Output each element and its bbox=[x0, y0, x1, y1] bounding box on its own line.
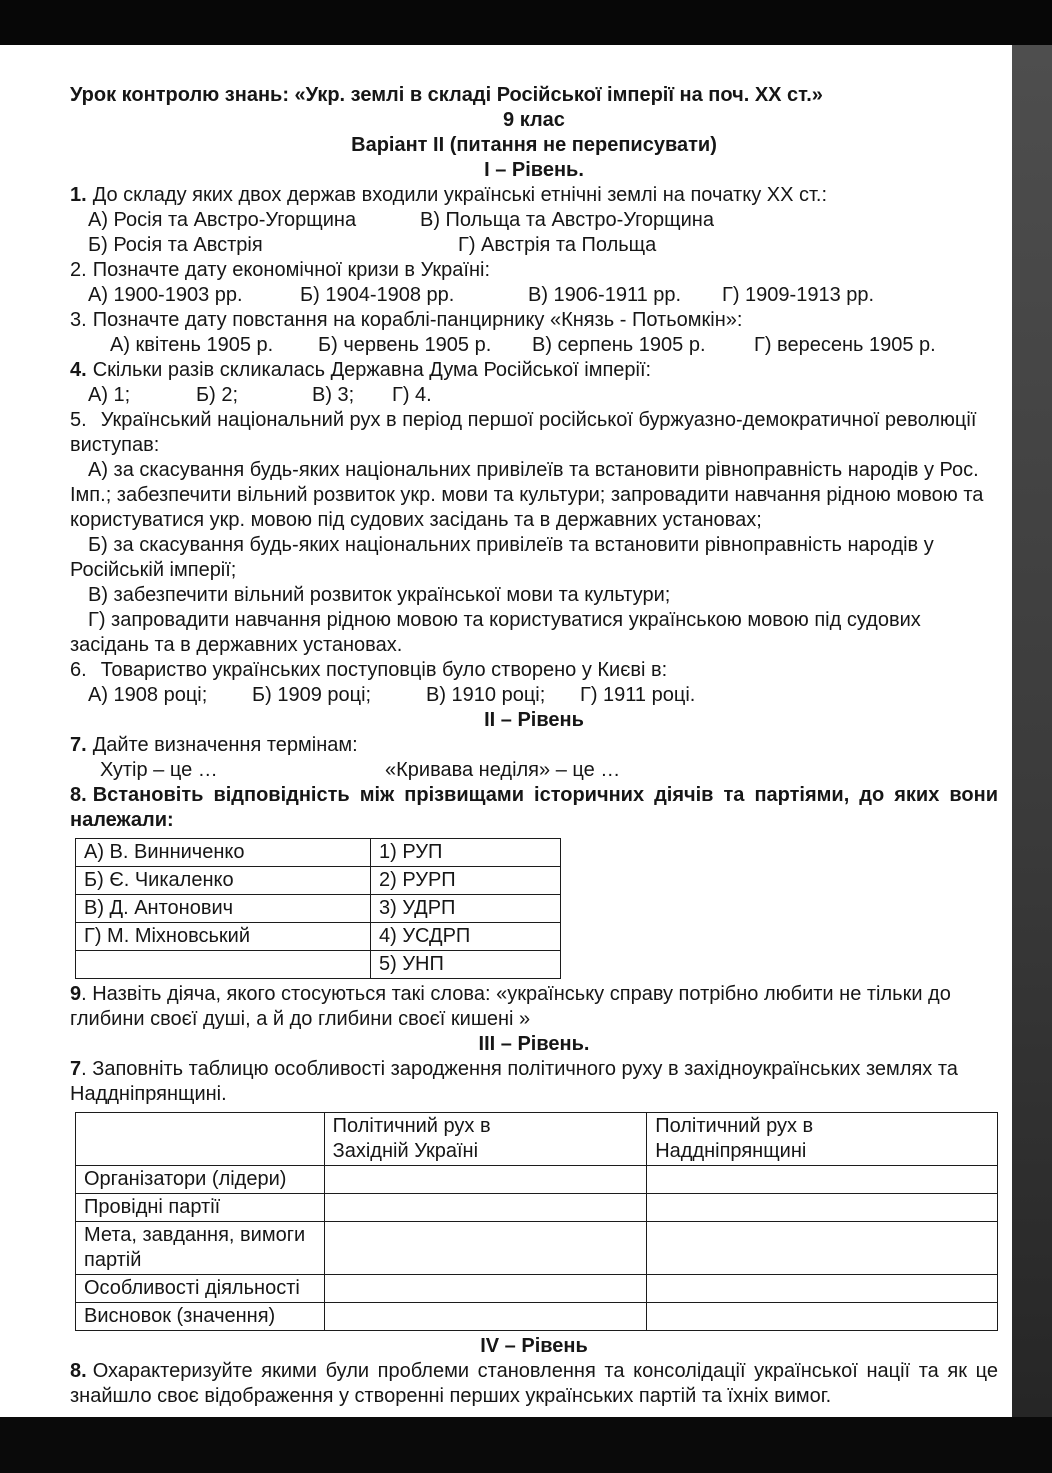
match-person-cell: В) Д. Антонович bbox=[76, 895, 371, 923]
grid-row-label: Особливості діяльності bbox=[76, 1275, 325, 1303]
grid-row-label: Організатори (лідери) bbox=[76, 1166, 325, 1194]
question-6-text: Товариство українських поступовців було створено у Києві в: bbox=[100, 659, 668, 681]
match-party-cell: 5) УНП bbox=[371, 951, 561, 979]
match-row bbox=[76, 951, 561, 979]
question-9 bbox=[70, 982, 998, 1032]
doc-variant: Варіант II (питання не переписувати) bbox=[351, 134, 717, 156]
grid-header-dnipro bbox=[647, 1113, 998, 1166]
question-9-number: 9 bbox=[70, 983, 82, 1005]
q5-option-v: В) забезпечити вільний розвиток української мови та культури; bbox=[88, 584, 671, 606]
question-7-level3 bbox=[70, 1057, 998, 1107]
question-7-number: 7. bbox=[70, 734, 87, 756]
political-movement-table bbox=[75, 1112, 998, 1331]
question-6-number: 6. bbox=[70, 659, 87, 681]
question-1-options-row-1 bbox=[70, 208, 998, 233]
scan-bottom-border bbox=[0, 1417, 1052, 1473]
q5-option-b: Б) за скасування будь-яких національних привілеїв та встановити рівноправність народів у Російській імперії; bbox=[70, 534, 934, 581]
level-4-heading: IV – Рівень bbox=[480, 1335, 588, 1357]
question-6 bbox=[70, 658, 998, 683]
question-8-level4-number: 8. bbox=[70, 1360, 87, 1382]
question-6-options bbox=[70, 683, 998, 708]
question-9-text: . Назвіть діяча, якого стосуються такі слова: «українську справу потрібно любити не тільки до глибини своєї душі, а й до глибини своєї кишені » bbox=[70, 983, 951, 1030]
scan-top-border bbox=[0, 0, 1052, 45]
match-table bbox=[75, 838, 561, 979]
question-5 bbox=[70, 408, 998, 458]
term-bloody-sunday: «Кривава неділя» – це … bbox=[385, 759, 621, 781]
q6-option-g: Г) 1911 році. bbox=[580, 684, 696, 706]
q2-option-v: В) 1906-1911 рр. bbox=[528, 284, 682, 306]
question-2-options bbox=[70, 283, 998, 308]
question-4-text: Скільки разів скликалась Державна Дума Російської імперії: bbox=[92, 359, 652, 381]
level-3-heading: III – Рівень. bbox=[478, 1033, 590, 1055]
question-2-number: 2. bbox=[70, 259, 87, 281]
question-7-level3-text: . Заповніть таблицю особливості зародження політичного руху в західноукраїнських землях та Наддніпрянщині. bbox=[70, 1058, 958, 1105]
grid-row bbox=[76, 1222, 998, 1275]
question-8-number: 8. bbox=[70, 784, 87, 806]
q6-option-a: А) 1908 році; bbox=[88, 684, 208, 706]
q5-option-a: А) за скасування будь-яких національних привілеїв та встановити рівноправність народів у Рос. Імп.; забезпечити вільний розвиток укр. мови та культури; запровадити навчання рідною мовою та користуватися укр. мовою під судових засідань та в державних установах; bbox=[70, 459, 984, 531]
grid-header-row bbox=[76, 1113, 998, 1166]
question-5-text: Український національний рух в період першої російської буржуазно-демократичної революції виступав: bbox=[70, 409, 977, 456]
question-5-number: 5. bbox=[70, 409, 87, 431]
match-row bbox=[76, 895, 561, 923]
question-7-level3-number: 7 bbox=[70, 1058, 82, 1080]
grid-header-west bbox=[324, 1113, 647, 1166]
grid-header-empty bbox=[76, 1113, 325, 1166]
answer-cell-empty bbox=[324, 1194, 647, 1222]
question-3-text: Позначте дату повстання на кораблі-панцирнику «Князь - Потьомкін»: bbox=[92, 309, 743, 331]
answer-cell-empty bbox=[324, 1303, 647, 1331]
q2-option-g: Г) 1909-1913 рр. bbox=[722, 284, 875, 306]
level-2-heading: II – Рівень bbox=[484, 709, 584, 731]
answer-cell-empty bbox=[647, 1275, 998, 1303]
grid-row bbox=[76, 1275, 998, 1303]
question-3-options bbox=[70, 333, 998, 358]
question-4-options bbox=[70, 383, 998, 408]
match-party-cell: 1) РУП bbox=[371, 839, 561, 867]
match-row bbox=[76, 867, 561, 895]
match-party-cell: 4) УСДРП bbox=[371, 923, 561, 951]
q3-option-v: В) серпень 1905 р. bbox=[532, 334, 706, 356]
question-1 bbox=[70, 183, 998, 208]
question-4 bbox=[70, 358, 998, 383]
document-page bbox=[0, 45, 1012, 1409]
question-8-text: Встановіть відповідність між прізвищами історичних діячів та партіями, до яких вони належали: bbox=[70, 784, 998, 831]
answer-cell-empty bbox=[647, 1303, 998, 1331]
doc-grade: 9 клас bbox=[503, 109, 565, 131]
q3-option-g: Г) вересень 1905 р. bbox=[754, 334, 936, 356]
q1-option-b: Б) Росія та Австрія bbox=[88, 234, 263, 256]
q5-option-g: Г) запровадити навчання рідною мовою та користуватися українською мовою під судових засідань та в державних установах. bbox=[70, 609, 921, 656]
question-7 bbox=[70, 733, 998, 758]
question-2-text: Позначте дату економічної кризи в Україні: bbox=[92, 259, 491, 281]
answer-cell-empty bbox=[324, 1275, 647, 1303]
q2-option-a: А) 1900-1903 рр. bbox=[88, 284, 243, 306]
grid-row bbox=[76, 1194, 998, 1222]
question-3-number: 3. bbox=[70, 309, 87, 331]
answer-cell-empty bbox=[647, 1194, 998, 1222]
question-4-number: 4. bbox=[70, 359, 87, 381]
grid-row bbox=[76, 1303, 998, 1331]
answer-cell-empty bbox=[647, 1166, 998, 1194]
grid-row-label: Мета, завдання, вимоги партій bbox=[76, 1222, 325, 1275]
q1-option-a: А) Росія та Австро-Угорщина bbox=[88, 209, 357, 231]
match-person-cell-empty bbox=[76, 951, 371, 979]
question-7-terms bbox=[70, 758, 998, 783]
question-1-text: До складу яких двох держав входили українські етнічні землі на початку ХХ ст.: bbox=[92, 184, 828, 206]
answer-cell-empty bbox=[647, 1222, 998, 1275]
question-8-level4-text: Охарактеризуйте якими були проблеми становлення та консолідації української нації та як це знайшло своє відображення у створенні перших українських партій та їхніх вимог. bbox=[70, 1360, 998, 1407]
q3-option-b: Б) червень 1905 р. bbox=[318, 334, 492, 356]
q6-option-b: Б) 1909 році; bbox=[252, 684, 372, 706]
question-8-level4 bbox=[70, 1359, 998, 1409]
match-person-cell: Г) М. Міхновський bbox=[76, 923, 371, 951]
grid-header-dnipro-label: Політичний рух в Наддніпрянщині bbox=[655, 1115, 814, 1162]
level-1-heading: I – Рівень. bbox=[484, 159, 584, 181]
q3-option-a: А) квітень 1905 р. bbox=[110, 334, 274, 356]
answer-cell-empty bbox=[324, 1166, 647, 1194]
question-2 bbox=[70, 258, 998, 283]
grid-header-west-label: Політичний рух в Західній Україні bbox=[332, 1115, 491, 1162]
question-1-options-row-2 bbox=[70, 233, 998, 258]
q1-option-v: В) Польща та Австро-Угорщина bbox=[420, 209, 714, 231]
match-person-cell: А) В. Винниченко bbox=[76, 839, 371, 867]
q4-option-a: А) 1; bbox=[88, 384, 131, 406]
answer-cell-empty bbox=[324, 1222, 647, 1275]
match-row bbox=[76, 839, 561, 867]
match-party-cell: 2) РУРП bbox=[371, 867, 561, 895]
q2-option-b: Б) 1904-1908 рр. bbox=[300, 284, 455, 306]
grid-row-label: Провідні партії bbox=[76, 1194, 325, 1222]
doc-title: Урок контролю знань: «Укр. землі в складі Російської імперії на поч. ХХ ст.» bbox=[70, 84, 823, 106]
q6-option-v: В) 1910 році; bbox=[426, 684, 546, 706]
q4-option-b: Б) 2; bbox=[196, 384, 239, 406]
question-1-number: 1. bbox=[70, 184, 87, 206]
match-row bbox=[76, 923, 561, 951]
grid-row-label: Висновок (значення) bbox=[76, 1303, 325, 1331]
scan-right-border bbox=[1012, 45, 1052, 1473]
match-party-cell: 3) УДРП bbox=[371, 895, 561, 923]
q4-option-g: Г) 4. bbox=[392, 384, 432, 406]
question-8 bbox=[70, 783, 998, 833]
grid-row bbox=[76, 1166, 998, 1194]
question-7-text: Дайте визначення термінам: bbox=[92, 734, 358, 756]
match-person-cell: Б) Є. Чикаленко bbox=[76, 867, 371, 895]
q4-option-v: В) 3; bbox=[312, 384, 355, 406]
q1-option-g: Г) Австрія та Польща bbox=[458, 234, 657, 256]
term-khutir: Хутір – це … bbox=[100, 759, 218, 781]
question-3 bbox=[70, 308, 998, 333]
